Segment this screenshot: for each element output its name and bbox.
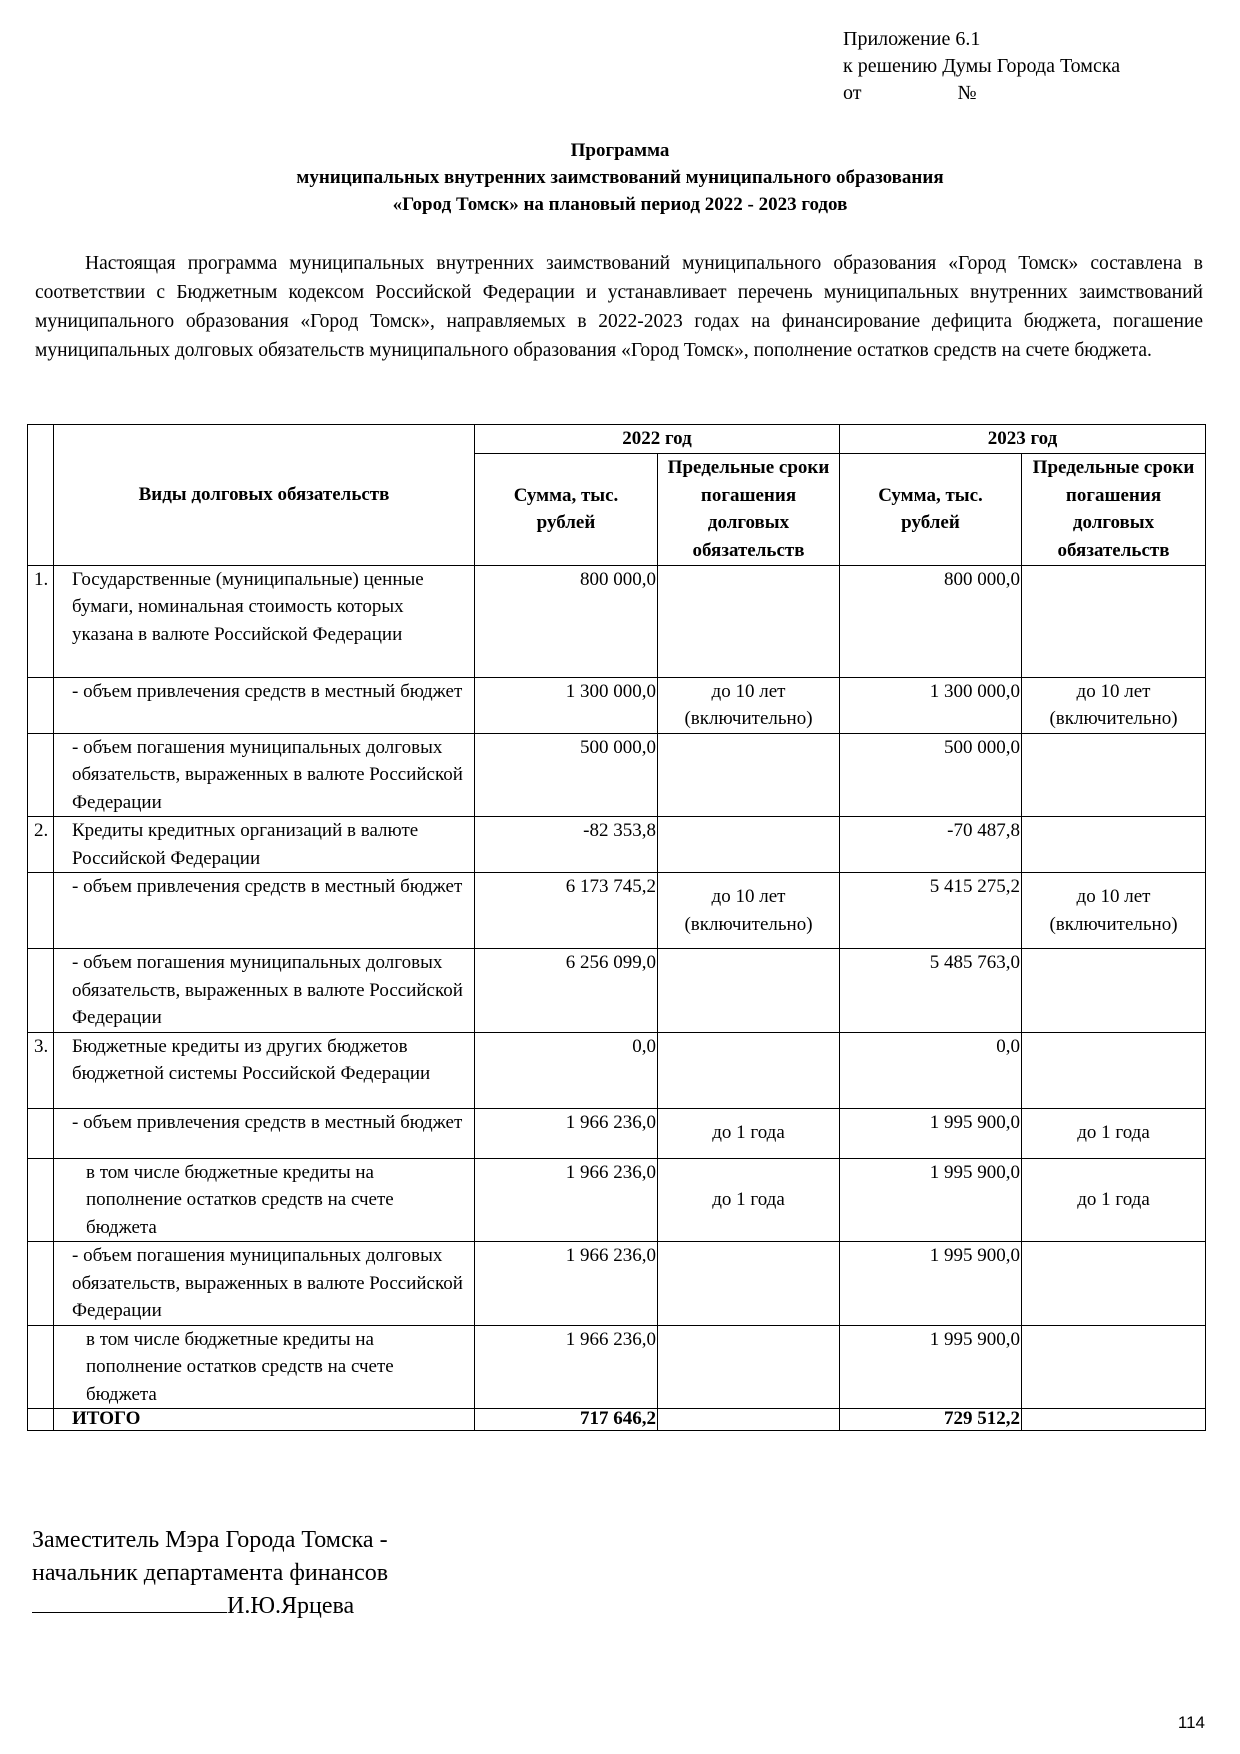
row-sum-2022: -82 353,8	[475, 817, 658, 873]
row-term-2023	[1022, 1242, 1206, 1326]
row-number	[28, 949, 54, 1033]
row-sum-2022: 1 300 000,0	[475, 677, 658, 733]
table-row	[28, 1032, 1206, 1108]
intro-paragraph: Настоящая программа муниципальных внутренних заимствований муниципального образования «Город Томск» составлена в соответствии с Бюджетным кодексом Российской Федерации и устанавливает перечень муниципальных внутренних заимствований муниципального образования «Город Томск», направляемых в 2022-2023 годах на финансирование дефицита бюджета, погашение муниципальных долговых обязательств муниципального образования «Город Томск», пополнение остатков средств на счете бюджета.	[35, 253, 1203, 361]
page-number: 114	[1177, 1713, 1205, 1732]
row-sum-2022: 1 966 236,0	[475, 1242, 658, 1326]
row-sum-2023: 5 415 275,2	[840, 873, 1022, 949]
row-sum-2023: 800 000,0	[840, 565, 1022, 677]
row-number: 2.	[28, 817, 54, 873]
row-number	[28, 1325, 54, 1409]
row-sum-2023: 1 995 900,0	[840, 1108, 1022, 1158]
row-sum-2022: 1 966 236,0	[475, 1158, 658, 1242]
table-row	[28, 949, 1206, 1033]
table-row	[28, 873, 1206, 949]
table-row	[28, 1325, 1206, 1409]
total-num-cell	[28, 1409, 54, 1431]
row-description: в том числе бюджетные кредиты на пополнение остатков средств на счете бюджета	[54, 1325, 475, 1409]
appendix-from-label: от	[843, 82, 862, 104]
table-row	[28, 1242, 1206, 1326]
row-sum-2022: 0,0	[475, 1032, 658, 1108]
row-description: - объем погашения муниципальных долговых обязательств, выраженных в валюте Российской Федерации	[54, 733, 475, 817]
signature-line-1: Заместитель Мэра Города Томска -	[32, 1527, 388, 1553]
row-term-2023	[1022, 949, 1206, 1033]
row-number	[28, 1108, 54, 1158]
header-year-2023: 2023 год	[840, 425, 1206, 454]
table-row	[28, 565, 1206, 677]
signature-line-3	[32, 1590, 388, 1623]
row-description: в том числе бюджетные кредиты на пополнение остатков средств на счете бюджета	[54, 1158, 475, 1242]
total-term-2022	[658, 1409, 840, 1431]
table-row	[28, 1158, 1206, 1242]
header-num-cell	[28, 425, 54, 566]
row-sum-2022: 1 966 236,0	[475, 1108, 658, 1158]
row-description: - объем привлечения средств в местный бюджет	[54, 1108, 475, 1158]
row-description: Кредиты кредитных организаций в валюте Российской Федерации	[54, 817, 475, 873]
row-term-2022	[658, 817, 840, 873]
borrowing-table	[27, 424, 1206, 1431]
total-row	[28, 1409, 1206, 1431]
signatory-name: И.Ю.Ярцева	[227, 1593, 355, 1619]
header-terms-2023: Предельные сроки погашения долговых обязательств	[1022, 453, 1206, 565]
row-term-2022	[658, 733, 840, 817]
header-sum-2023: Сумма, тыс. рублей	[840, 453, 1022, 565]
row-term-2023	[1022, 1325, 1206, 1409]
row-sum-2023: 1 995 900,0	[840, 1325, 1022, 1409]
row-term-2023: до 10 лет (включительно)	[1022, 677, 1206, 733]
row-term-2022: до 1 года	[658, 1108, 840, 1158]
row-term-2023	[1022, 1032, 1206, 1108]
total-sum-2023: 729 512,2	[840, 1409, 1022, 1431]
row-description: - объем привлечения средств в местный бюджет	[54, 677, 475, 733]
signature-block	[32, 1524, 388, 1623]
row-sum-2022: 800 000,0	[475, 565, 658, 677]
row-term-2023	[1022, 733, 1206, 817]
table-row	[28, 677, 1206, 733]
total-label: ИТОГО	[54, 1409, 475, 1431]
appendix-line-2: к решению Думы Города Томска	[843, 55, 1121, 77]
row-description: Бюджетные кредиты из других бюджетов бюджетной системы Российской Федерации	[54, 1032, 475, 1108]
header-sum-2022: Сумма, тыс. рублей	[475, 453, 658, 565]
total-sum-2022: 717 646,2	[475, 1409, 658, 1431]
title-line-3: «Город Томск» на плановый период 2022 - 2023 годов	[392, 194, 848, 215]
table-row	[28, 1108, 1206, 1158]
row-number	[28, 733, 54, 817]
row-sum-2023: -70 487,8	[840, 817, 1022, 873]
header-types: Виды долговых обязательств	[54, 425, 475, 566]
row-sum-2022: 6 256 099,0	[475, 949, 658, 1033]
table-row	[28, 817, 1206, 873]
row-number: 1.	[28, 565, 54, 677]
row-sum-2023: 0,0	[840, 1032, 1022, 1108]
row-sum-2022: 500 000,0	[475, 733, 658, 817]
row-number	[28, 1242, 54, 1326]
row-description: - объем погашения муниципальных долговых обязательств, выраженных в валюте Российской Федерации	[54, 1242, 475, 1326]
row-term-2022: до 1 года	[658, 1158, 840, 1242]
row-number	[28, 677, 54, 733]
signature-line-2: начальник департамента финансов	[32, 1560, 389, 1586]
row-term-2022	[658, 565, 840, 677]
appendix-line-1: Приложение 6.1	[843, 28, 981, 50]
row-term-2022	[658, 1032, 840, 1108]
row-term-2022: до 10 лет (включительно)	[658, 677, 840, 733]
document-title	[0, 137, 1240, 218]
appendix-note	[843, 26, 1120, 107]
row-sum-2022: 1 966 236,0	[475, 1325, 658, 1409]
row-description: - объем погашения муниципальных долговых обязательств, выраженных в валюте Российской Федерации	[54, 949, 475, 1033]
total-term-2023	[1022, 1409, 1206, 1431]
appendix-number-label: №	[957, 82, 977, 104]
row-sum-2023: 1 995 900,0	[840, 1158, 1022, 1242]
row-term-2022	[658, 949, 840, 1033]
row-term-2023: до 1 года	[1022, 1158, 1206, 1242]
row-term-2022: до 10 лет (включительно)	[658, 873, 840, 949]
row-sum-2023: 500 000,0	[840, 733, 1022, 817]
row-sum-2022: 6 173 745,2	[475, 873, 658, 949]
signature-blank-line	[32, 1590, 227, 1613]
row-sum-2023: 1 995 900,0	[840, 1242, 1022, 1326]
row-description: - объем привлечения средств в местный бюджет	[54, 873, 475, 949]
row-term-2022	[658, 1242, 840, 1326]
appendix-line-3	[843, 80, 1120, 107]
row-sum-2023: 1 300 000,0	[840, 677, 1022, 733]
title-line-2: муниципальных внутренних заимствований муниципального образования	[296, 167, 944, 188]
row-term-2023: до 1 года	[1022, 1108, 1206, 1158]
row-number: 3.	[28, 1032, 54, 1108]
table-row	[28, 733, 1206, 817]
header-terms-2022: Предельные сроки погашения долговых обязательств	[658, 453, 840, 565]
row-description: Государственные (муниципальные) ценные бумаги, номинальная стоимость которых указана в валюте Российской Федерации	[54, 565, 475, 677]
title-line-1: Программа	[570, 140, 670, 161]
row-term-2023	[1022, 817, 1206, 873]
row-sum-2023: 5 485 763,0	[840, 949, 1022, 1033]
header-year-2022: 2022 год	[475, 425, 840, 454]
row-term-2023: до 10 лет (включительно)	[1022, 873, 1206, 949]
row-term-2023	[1022, 565, 1206, 677]
row-number	[28, 1158, 54, 1242]
row-term-2022	[658, 1325, 840, 1409]
row-number	[28, 873, 54, 949]
